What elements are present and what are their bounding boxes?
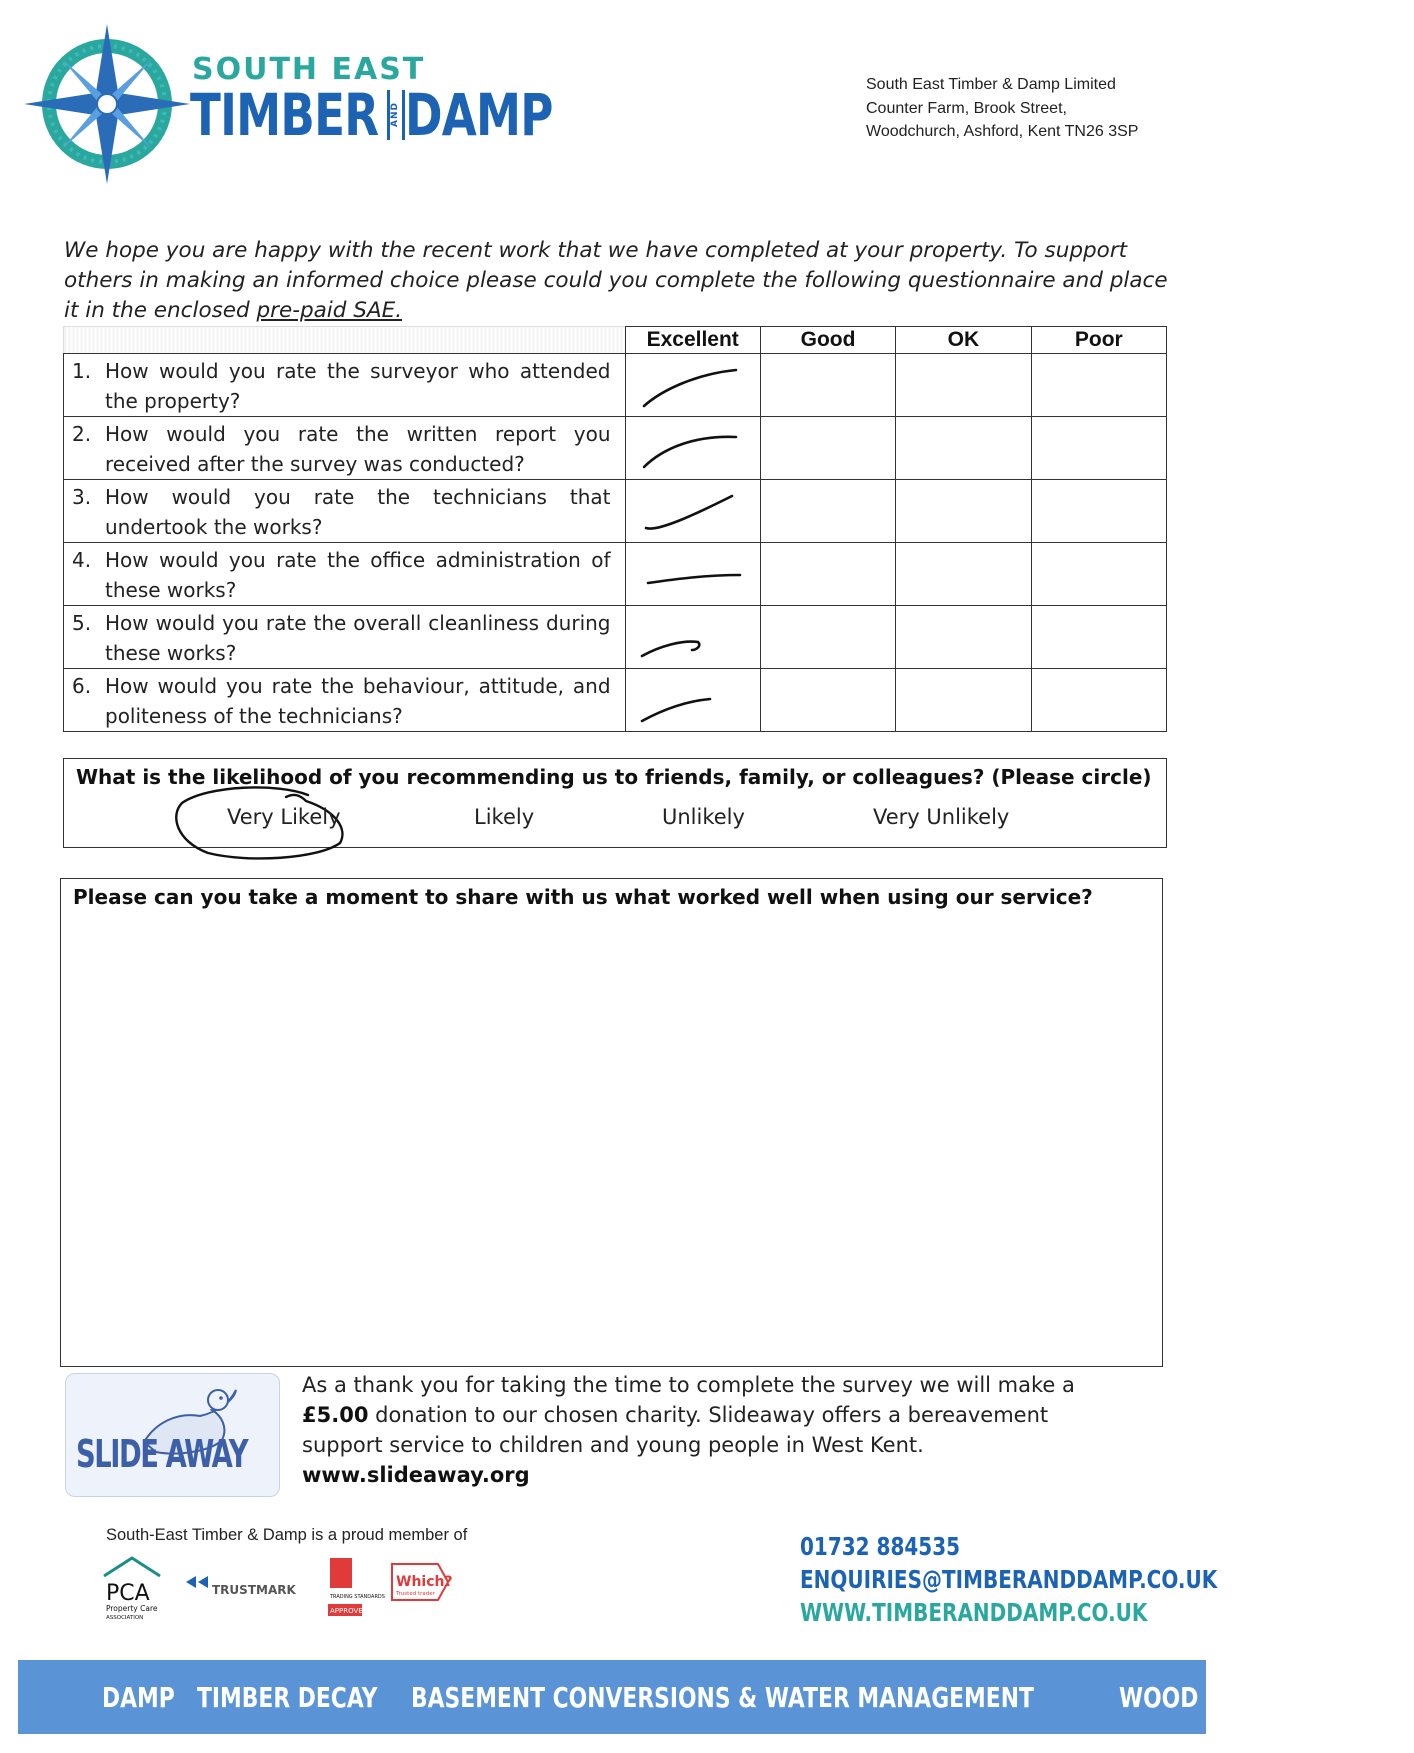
contact-block — [800, 1530, 1217, 1629]
address-line: Woodchurch, Ashford, Kent TN26 3SP — [866, 123, 1139, 140]
address-line: South East Timber & Damp Limited — [866, 76, 1116, 93]
header-blank-cell — [64, 327, 626, 354]
rating-cell-ok[interactable] — [896, 480, 1031, 543]
question-cell — [64, 354, 626, 417]
slideaway-logo-text: SLIDE AWAY — [76, 1432, 248, 1476]
option-very-likely[interactable]: Very Likely — [227, 805, 341, 829]
contact-website[interactable]: WWW.TIMBERANDDAMP.CO.UK — [800, 1598, 1148, 1627]
trading-standards-badge-text: TRADING STANDARDS — [330, 1594, 385, 1600]
table-row — [64, 354, 1167, 417]
which-badge-subtitle: Trusted trader — [396, 1591, 435, 1597]
rating-cell-ok[interactable] — [896, 354, 1031, 417]
tick-mark-icon — [636, 423, 746, 477]
rating-cell-good[interactable] — [760, 417, 895, 480]
brand-word-damp: DAMP — [405, 81, 553, 149]
table-row — [64, 417, 1167, 480]
option-likely[interactable]: Likely — [474, 805, 535, 829]
rating-cell-poor[interactable] — [1031, 669, 1166, 732]
which-badge-icon — [392, 1564, 453, 1600]
question-cell — [64, 543, 626, 606]
rating-cell-poor[interactable] — [1031, 480, 1166, 543]
intro-paragraph — [64, 236, 1184, 326]
footer-item-damp: DAMP — [102, 1680, 175, 1714]
rating-cell-good[interactable] — [760, 606, 895, 669]
tick-mark-icon — [636, 360, 746, 414]
rating-cell-good[interactable] — [760, 669, 895, 732]
brand-wordmark — [190, 82, 595, 148]
company-address — [866, 73, 1138, 144]
question-cell — [64, 417, 626, 480]
rating-cell-poor[interactable] — [1031, 417, 1166, 480]
table-header-row — [64, 327, 1167, 354]
charity-text-a: As a thank you for taking the time to complete the survey we will make a — [302, 1373, 1075, 1397]
charity-url-link[interactable]: www.slideaway.org — [302, 1463, 530, 1487]
rating-table — [63, 326, 1167, 732]
tick-mark-icon — [636, 612, 746, 666]
brand-word-timber: TIMBER — [190, 81, 379, 149]
table-row — [64, 480, 1167, 543]
brand-word-and: AND — [387, 90, 405, 140]
rating-cell-ok[interactable] — [896, 417, 1031, 480]
rating-cell-good[interactable] — [760, 543, 895, 606]
header-excellent: Excellent — [625, 327, 760, 354]
membership-badges — [102, 1554, 482, 1624]
pca-badge-title: PCA — [106, 1581, 150, 1606]
charity-text-b: donation to our chosen charity. Slideaway offers a bereavement support service to children and young people in West Kent. — [302, 1403, 1049, 1457]
contact-phone[interactable]: 01732 884535 — [800, 1532, 961, 1561]
rating-cell-excellent[interactable] — [625, 606, 760, 669]
feedback-box[interactable] — [60, 878, 1163, 1367]
question-text: How would you rate the office administration of these works? — [105, 548, 611, 602]
footer-item-basement: BASEMENT CONVERSIONS & WATER MANAGEMENT — [410, 1680, 1034, 1714]
address-line: Counter Farm, Brook Street, — [866, 99, 1067, 117]
question-number: 3. — [72, 485, 92, 509]
tick-mark-icon — [636, 486, 746, 540]
rating-cell-excellent[interactable] — [625, 417, 760, 480]
table-row — [64, 669, 1167, 732]
rating-cell-ok[interactable] — [896, 606, 1031, 669]
rating-cell-poor[interactable] — [1031, 354, 1166, 417]
rating-cell-good[interactable] — [760, 480, 895, 543]
rating-cell-poor[interactable] — [1031, 606, 1166, 669]
question-number: 4. — [72, 548, 92, 572]
question-number: 2. — [72, 422, 92, 446]
rating-cell-excellent[interactable] — [625, 669, 760, 732]
rating-cell-ok[interactable] — [896, 669, 1031, 732]
tick-mark-icon — [636, 675, 746, 729]
compass-logo-icon — [22, 22, 192, 187]
recommend-box — [63, 758, 1167, 848]
brand-line-south-east: SOUTH EAST — [192, 52, 426, 87]
which-badge-text: Which? — [396, 1574, 453, 1590]
question-number: 5. — [72, 611, 92, 635]
question-text: How would you rate the written report you received after the survey was conducted? — [105, 422, 611, 476]
rating-cell-ok[interactable] — [896, 543, 1031, 606]
question-cell — [64, 669, 626, 732]
contact-email[interactable]: ENQUIRIES@TIMBERANDDAMP.CO.UK — [800, 1565, 1218, 1594]
question-text: How would you rate the technicians that undertook the works? — [105, 485, 611, 539]
rating-cell-good[interactable] — [760, 354, 895, 417]
header-poor: Poor — [1031, 327, 1166, 354]
rating-cell-poor[interactable] — [1031, 543, 1166, 606]
question-number: 6. — [72, 674, 92, 698]
table-row — [64, 543, 1167, 606]
question-text: How would you rate the behaviour, attitude, and politeness of the technicians? — [105, 674, 611, 728]
charity-paragraph — [302, 1370, 1132, 1490]
header-ok: OK — [896, 327, 1031, 354]
header-good: Good — [760, 327, 895, 354]
footer-item-wood-boring: WOOD BORING INSECTS — [1119, 1680, 1414, 1714]
recommend-question: What is the likelihood of you recommending us to friends, family, or colleagues? (Please circle) — [76, 765, 1152, 789]
option-unlikely[interactable]: Unlikely — [662, 805, 745, 829]
pca-badge-subtitle: Property Care — [106, 1604, 158, 1613]
trustmark-badge-icon — [186, 1576, 296, 1597]
feedback-question: Please can you take a moment to share with us what worked well when using our service? — [73, 885, 1093, 909]
slideaway-logo — [65, 1373, 280, 1497]
rating-cell-excellent[interactable] — [625, 354, 760, 417]
table-row — [64, 606, 1167, 669]
question-cell — [64, 480, 626, 543]
intro-text-underlined: pre-paid SAE. — [256, 298, 403, 323]
trustmark-badge-text: TRUSTMARK — [212, 1583, 296, 1597]
question-number: 1. — [72, 359, 92, 383]
option-very-unlikely[interactable]: Very Unlikely — [873, 805, 1010, 829]
question-text: How would you rate the overall cleanliness during these works? — [105, 611, 611, 665]
trading-standards-badge-icon — [328, 1558, 385, 1616]
services-footer-band — [18, 1660, 1414, 1734]
rating-cell-excellent[interactable] — [625, 480, 760, 543]
tick-mark-icon — [636, 549, 746, 603]
pca-badge-icon — [104, 1558, 160, 1621]
question-cell — [64, 606, 626, 669]
pca-badge-association: ASSOCIATION — [106, 1615, 144, 1621]
donation-amount: £5.00 — [302, 1403, 369, 1427]
member-label: South-East Timber & Damp is a proud member of — [106, 1526, 468, 1544]
trading-standards-approved-text: APPROVED — [330, 1607, 369, 1615]
intro-text: We hope you are happy with the recent work that we have completed at your property. To support others in making an informed choice please could you complete the following questionnaire and place it in the enclosed — [64, 238, 1168, 323]
question-text: How would you rate the surveyor who attended the property? — [105, 359, 611, 413]
footer-item-timber-decay: TIMBER DECAY — [197, 1680, 378, 1714]
rating-cell-excellent[interactable] — [625, 543, 760, 606]
